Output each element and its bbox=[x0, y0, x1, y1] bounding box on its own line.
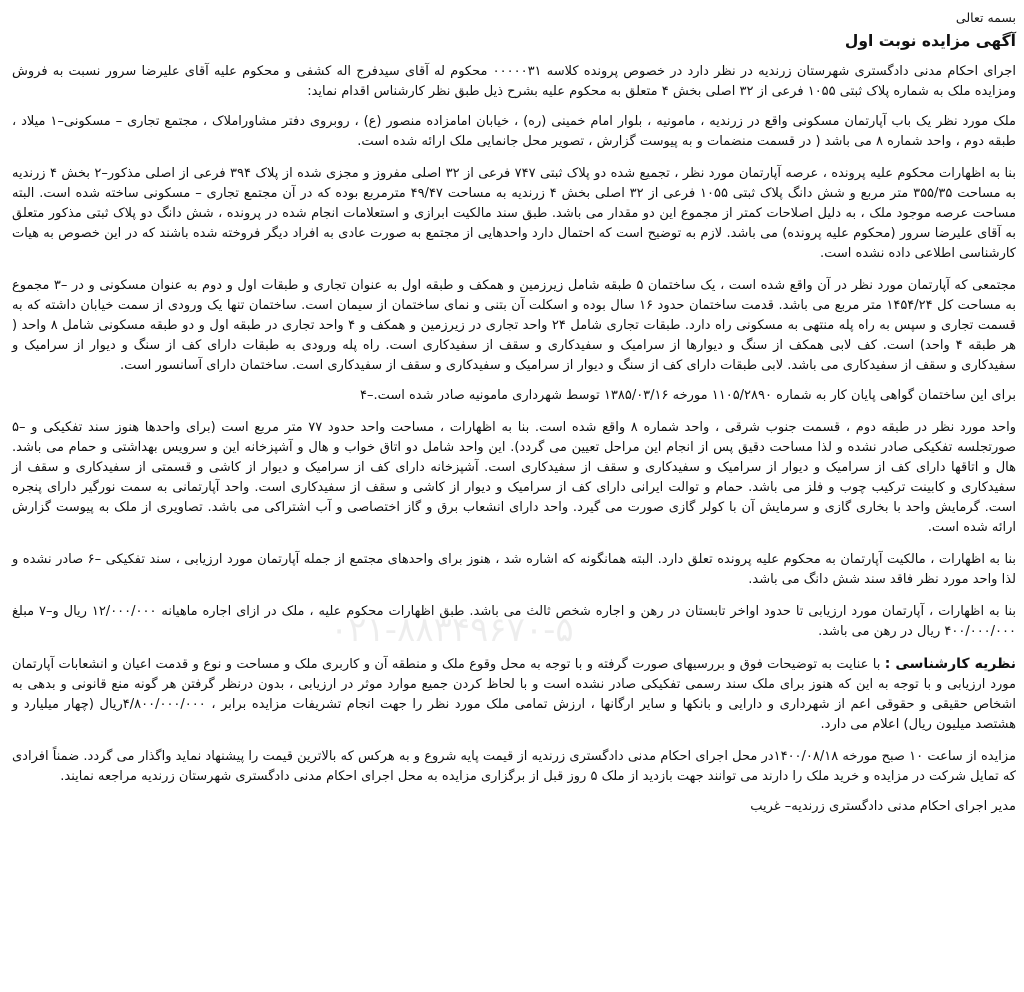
expert-opinion-label: نظریه کارشناسی : bbox=[884, 656, 1017, 672]
basmala: بسمه تعالی bbox=[955, 10, 1016, 25]
paragraph-4: برای این ساختمان گواهی پایان کار به شماره ۱۱۰۵/۲۸۹۰ مورخه ۱۳۸۵/۰۳/۱۶ توسط شهرداری مامونیه صادر شده است.–۴ bbox=[360, 388, 1016, 403]
intro-paragraph: اجرای احکام مدنی دادگستری شهرستان زرندیه در نظر دارد در خصوص پرونده کلاسه ۰۰۰۰۰۳۱ محکوم له آقای سیدفرج اله کشفی و محکوم علیه آقای علیرضا سرور نسبت به فروش ومزایده ملک به شماره پلاک ثبتی ۱۰۵۵ فرعی از ۳۲ اصلی بخش ۴ متعلق به محکوم علیه بشرح ذیل طبق نظر کارشناس اقدام نماید: bbox=[12, 64, 1016, 99]
paragraph-3: مجتمعی که آپارتمان مورد نظر در آن واقع شده است ، یک ساختمان ۵ طبقه شامل زیرزمین و همکف و طبقه اول به عنوان تجاری و طبقات اول و دوم به عنوان مسکونی و در –۳ مجموع به مساحت کل ۱۴۵۴/۲۴ متر مربع می باشد. قدمت ساختمان حدود ۱۶ سال بوده و اسکلت آن بتنی و نمای ساختمان از سیمان است. ساختمان تنها یک ورودی از سمت خیابان داشته که به قسمت تجاری و سپس به راه پله منتهی به مسکونی راه دارد. طبقات تجاری شامل ۲۴ واحد تجاری در زیرزمین و همکف و ۴ واحد تجاری در طبقه اول و دو طبقه مسکونی شامل ۸ واحد ( هر طبقه ۴ واحد) است. کف لابی همکف از سنگ و دیوارها از سرامیک و سفیدکاری و سقف از سفیدکاری است. راه پله ورودی به طبقات دارای کف از سنگ و دیوار از سرامیک و سفیدکاری و سقف از سفیدکاری می باشد. لابی طبقات دارای کف از سنگ و دیوار از سرامیک و سفیدکاری و سقف از سفیدکاری است. ساختمان دارای آسانسور است. bbox=[12, 278, 1017, 373]
paragraph-6: بنا به اظهارات ، مالکیت آپارتمان به محکوم علیه پرونده تعلق دارد. البته همانگونه که اشاره شد ، هنوز برای واحدهای مجتمع از جمله آپارتمان مورد ارزیابی ، سند تفکیکی –۶ صادر نشده و لذا واحد مورد نظر فاقد سند شش دانگ می باشد. bbox=[12, 552, 1017, 587]
signature-line: مدیر اجرای احکام مدنی دادگستری زرندیه– غریب bbox=[750, 799, 1016, 814]
notice-title: آگهی مزایده نوبت اول bbox=[844, 32, 1016, 50]
auction-paragraph: مزایده از ساعت ۱۰ صبح مورخه ۱۴۰۰/۰۸/۱۸در محل اجرای احکام مدنی دادگستری زرندیه از قیمت پایه شروع و به هرکس که بالاترین قیمت را پیشنهاد نماید واگذار می گردد. ضمناً افرادی که تمایل شرکت در مزایده و خرید ملک را دارند می توانند جهت بازدید از ملک ۵ روز قبل از برگزاری مزایده به محل اجرای احکام مدنی دادگستری شهرستان زرندیه مراجعه نمایند. bbox=[12, 749, 1016, 784]
paragraph-7: بنا به اظهارات ، آپارتمان مورد ارزیابی تا حدود اواخر تابستان در رهن و اجاره شخص ثالث می باشد. طبق اظهارات محکوم علیه ، ملک در ازای اجاره ماهیانه ۱۲/۰۰۰/۰۰۰ ریال و–۷ مبلغ ۴۰۰/۰۰۰/۰۰۰ ریال در رهن می باشد. bbox=[12, 604, 1016, 639]
paragraph-1: ملک مورد نظر یک باب آپارتمان مسکونی واقع در زرندیه ، مامونیه ، بلوار امام خمینی (ره) ، خیابان امامزاده منصور (ع) ، روبروی دفتر مشاوراملاک ، مجتمع تجاری – مسکونی–۱ میلاد ، طبقه دوم ، واحد شماره ۸ می باشد ( در قسمت منضمات و به پیوست گزارش ، تصویر محل جانمایی ملک ارائه شده است. bbox=[12, 114, 1016, 149]
phone-watermark: ۰۲۱-۸۸۳۴۹۶۷۰-۵ bbox=[330, 610, 574, 650]
expert-opinion-text: با عنایت به توضیحات فوق و بررسیهای صورت گرفته و با توجه به محل وقوع ملک و منطقه آن و کاربری ملک و مساحت و نوع و قدمت اعیان و انشعابات آپارتمان مورد ارزیابی و با توجه به این که هنوز برای ملک سند رسمی تفکیکی صادر نشده است و با لحاظ کردن جمیع موارد موثر در ارزیابی ، بدون درنظر گرفتن هر گونه منع قانونی و بدهی به اشخاص حقیقی و حقوقی اعم از شهرداری و دارایی و بانکها و سایر ارگانها ، ارزش تمامی ملک مورد نظر را جهت انجام تشریفات مزایده برابر ، ۴/۸۰۰/۰۰۰/۰۰۰ریال (چهار میلیارد و هشتصد میلیون ریال) اعلام می دارد. bbox=[12, 657, 1016, 732]
paragraph-5: واحد مورد نظر در طبقه دوم ، قسمت جنوب شرقی ، واحد شماره ۸ واقع شده است. بنا به اظهارات ، مساحت واحد حدود ۷۷ متر مربع است (برای واحدها هنوز سند تفکیکی و –۵ صورتجلسه تفکیکی صادر نشده و لذا مساحت دقیق پس از انجام این مراحل تعیین می گردد). این واحد شامل دو اتاق خواب و هال و آشپزخانه این و سرویس بهداشتی و حمام می باشد. هال و اتاقها دارای کف از سرامیک و دیوار از سرامیک و سفیدکاری و سقف از سفیدکاری است. آشپزخانه دارای کف از سرامیک و دیوار از کاشی و قسمتی از سفیدکاری و سقف از سفیدکاری و کابینت ترکیب چوب و فلز می باشد. حمام و توالت ایرانی دارای کف از سرامیک و دیوار از کاشی و سقف از سفیدکاری است. واحد آپارتمانی به سمت نورگیر دارای پنجره است. گرمایش واحد با بخاری گازی و سرمایش آن با کولر گازی صورت می گیرد. واحد دارای انشعاب برق و گاز اختصاصی و آب اشتراکی می باشد. تصاویری از ملک به پیوست گزارش ارائه شده است. bbox=[12, 420, 1017, 535]
paragraph-2: بنا به اظهارات محکوم علیه پرونده ، عرصه آپارتمان مورد نظر ، تجمیع شده دو پلاک ثبتی ۷۴۷ فرعی از ۳۲ اصلی مفروز و مجزی شده از پلاک ۳۹۴ فرعی از اصلی مذکور–۲ بخش ۴ زرندیه به مساحت ۳۵۵/۳۵ متر مربع و شش دانگ پلاک ثبتی ۱۰۵۵ فرعی از ۳۲ اصلی بخش ۴ زرندیه به مساحت ۴۹/۴۷ مترمربع بوده که در آن مجتمع تجاری – مسکونی ساخته شده است. البته مساحت عرصه موجود ملک ، به دلیل اصلاحات کمتر از مجموع این دو مقدار می باشد. طبق سند مالکیت ابرازی و استعلامات انجام شده در پرونده ، شش دانگ دو پلاک ثبتی مذکور متعلق به آقای علیرضا سرور (محکوم علیه پرونده) می باشد. لازم به توضیح است که احتمال دارد واحدهایی از مجتمع به صورت عادی به افراد دیگر فروخته شده باشند که در این خصوص به هیات کارشناسی اطلاعی داده نشده است. bbox=[12, 166, 1016, 261]
expert-opinion-paragraph bbox=[12, 654, 1016, 735]
